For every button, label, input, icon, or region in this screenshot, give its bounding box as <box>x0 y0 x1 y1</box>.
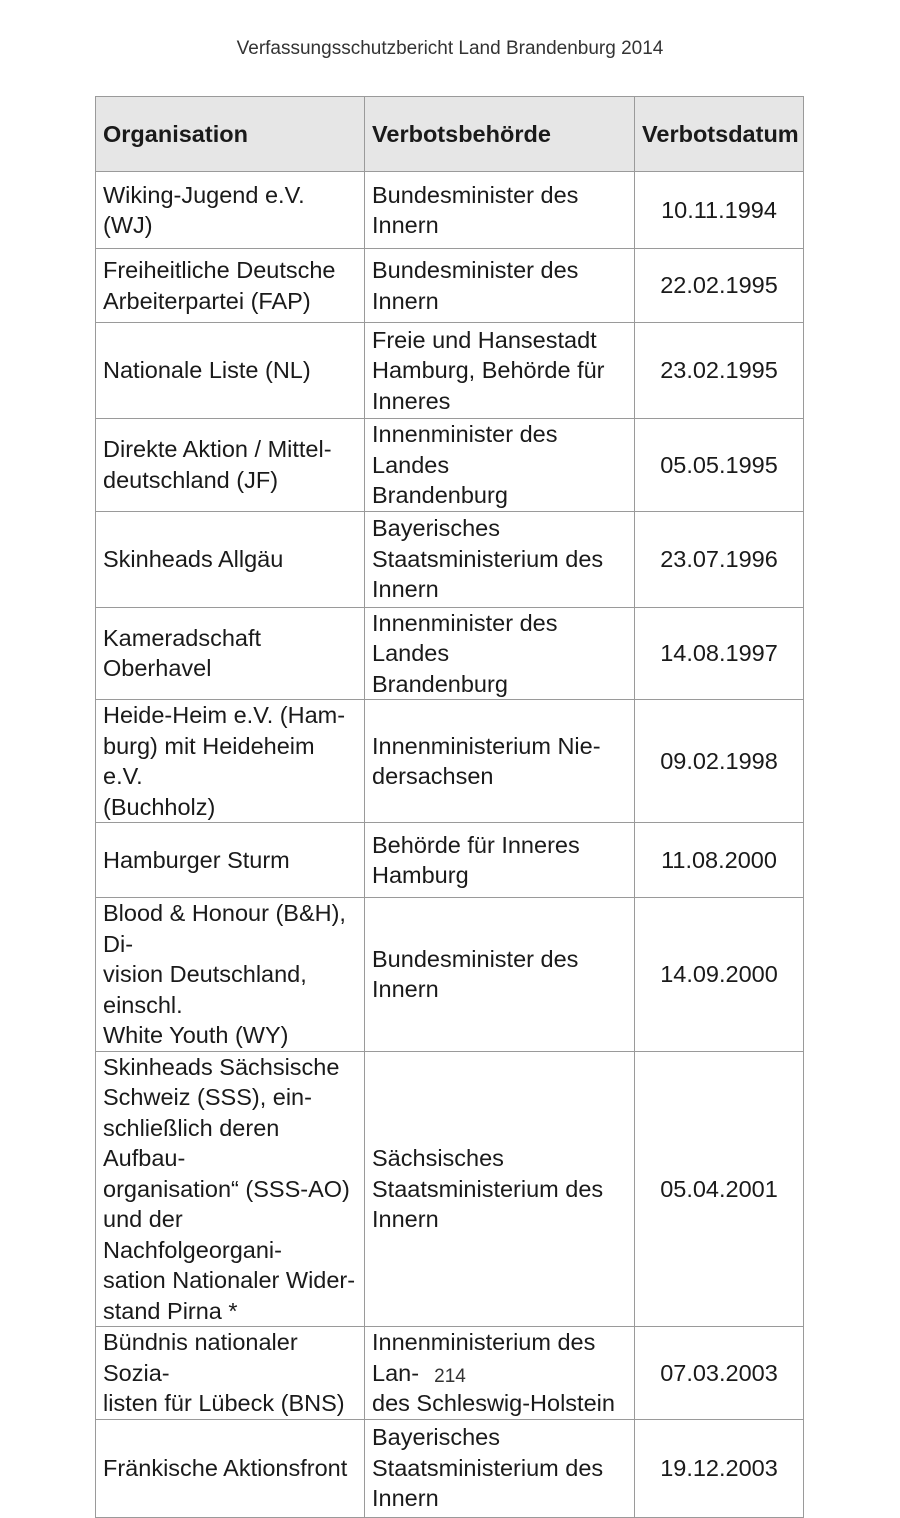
table-body <box>96 172 804 1518</box>
cell-organisation <box>96 1051 365 1327</box>
table-row <box>96 1051 804 1327</box>
cell-date <box>635 607 804 700</box>
cell-authority <box>365 419 635 512</box>
cell-organisation-text: Kameradschaft Oberhavel <box>103 624 262 682</box>
table-row <box>96 898 804 1052</box>
cell-authority-text: Bayerisches Staatsministerium des Innern <box>372 515 604 603</box>
cell-authority <box>365 172 635 249</box>
page-number: 214 <box>434 1366 466 1387</box>
table-row <box>96 1419 804 1517</box>
table-row <box>96 249 804 323</box>
cell-authority-text: Innenminister des Landes Brandenburg <box>372 609 558 697</box>
cell-authority <box>365 249 635 323</box>
table-row <box>96 700 804 823</box>
cell-authority-text: Innenministerium Nie- dersachsen <box>372 732 601 789</box>
cell-organisation <box>96 249 365 323</box>
cell-date <box>635 700 804 823</box>
cell-organisation-text: Hamburger Sturm <box>103 846 290 873</box>
cell-date-text: 19.12.2003 <box>660 1454 778 1481</box>
cell-organisation-text: Heide-Heim e.V. (Ham- burg) mit Heideheim e.V. (Buchholz) <box>103 702 346 820</box>
cell-date <box>635 823 804 898</box>
cell-date-text: 22.02.1995 <box>660 272 778 299</box>
cell-date-text: 09.02.1998 <box>660 747 778 774</box>
table-row <box>96 323 804 419</box>
cell-date-text: 10.11.1994 <box>661 196 777 223</box>
cell-organisation <box>96 823 365 898</box>
cell-organisation <box>96 700 365 823</box>
cell-date-text: 05.04.2001 <box>660 1175 778 1202</box>
cell-organisation <box>96 172 365 249</box>
cell-date-text: 07.03.2003 <box>660 1359 778 1386</box>
cell-date <box>635 511 804 607</box>
ban-table <box>95 96 804 1518</box>
cell-authority-text: Bayerisches Staatsministerium des Innern <box>372 1424 604 1512</box>
cell-authority <box>365 823 635 898</box>
cell-date <box>635 323 804 419</box>
cell-organisation-text: Skinheads Allgäu <box>103 545 284 572</box>
cell-organisation-text: Skinheads Sächsische Schweiz (SSS), ein- schließlich deren Aufbau- organisation“ (SSS-AO) und der Nachfolgeorgani- sation Nationaler Wider- stand Pirna * <box>103 1053 356 1324</box>
cell-authority-text: Freie und Hansestadt Hamburg, Behörde für Inneres <box>372 326 605 414</box>
cell-authority-text: Behörde für Inneres Hamburg <box>372 831 580 888</box>
cell-authority-text: Innenminister des Landes Brandenburg <box>372 421 558 508</box>
cell-organisation <box>96 1419 365 1517</box>
cell-organisation <box>96 419 365 512</box>
column-header-organisation: Organisation <box>96 97 365 172</box>
cell-authority <box>365 1051 635 1327</box>
cell-date-text: 14.08.1997 <box>660 640 778 666</box>
table-row <box>96 607 804 700</box>
cell-organisation <box>96 511 365 607</box>
cell-organisation-text: Bündnis nationaler Sozia- listen für Lübeck (BNS) <box>103 1329 345 1416</box>
cell-date-text: 11.08.2000 <box>661 846 777 873</box>
cell-date-text: 14.09.2000 <box>660 961 778 987</box>
table-row <box>96 511 804 607</box>
cell-organisation-text: Nationale Liste (NL) <box>103 357 311 384</box>
cell-organisation-text: Wiking-Jugend e.V. (WJ) <box>103 181 305 238</box>
cell-date <box>635 249 804 323</box>
table-header-row <box>96 97 804 172</box>
cell-organisation <box>96 323 365 419</box>
cell-organisation <box>96 607 365 700</box>
cell-date <box>635 1051 804 1327</box>
cell-authority <box>365 511 635 607</box>
cell-organisation-text: Blood & Honour (B&H), Di- vision Deutschland, einschl. White Youth (WY) <box>103 900 346 1048</box>
cell-authority-text: Bundesminister des Innern <box>372 945 579 1003</box>
cell-authority <box>365 1419 635 1517</box>
column-header-authority: Verbotsbehörde <box>365 97 635 172</box>
cell-authority-text: Sächsisches Staatsministerium des Innern <box>372 1145 604 1232</box>
cell-organisation-text: Fränkische Aktionsfront <box>103 1454 348 1481</box>
cell-organisation-text: Freiheitliche Deutsche Arbeiterpartei (FAP) <box>103 257 336 314</box>
cell-authority <box>365 898 635 1052</box>
table-row <box>96 419 804 512</box>
cell-authority <box>365 607 635 700</box>
cell-authority-text: Bundesminister des Innern <box>372 181 579 238</box>
cell-authority-text: Innenministerium des Lan- des Schleswig-Holstein <box>372 1329 615 1416</box>
cell-date <box>635 1419 804 1517</box>
table-row <box>96 172 804 249</box>
cell-authority-text: Bundesminister des Innern <box>372 257 579 314</box>
running-title: Verfassungsschutzbericht Land Brandenburg 2014 <box>236 38 664 59</box>
cell-date <box>635 898 804 1052</box>
cell-date <box>635 419 804 512</box>
cell-organisation-text: Direkte Aktion / Mittel- deutschland (JF) <box>103 436 332 493</box>
cell-authority <box>365 323 635 419</box>
cell-date-text: 05.05.1995 <box>660 451 778 478</box>
table-row <box>96 823 804 898</box>
cell-authority <box>365 700 635 823</box>
cell-organisation <box>96 898 365 1052</box>
cell-date-text: 23.02.1995 <box>660 357 778 384</box>
cell-date-text: 23.07.1996 <box>660 545 778 572</box>
column-header-date: Verbotsdatum <box>635 97 804 172</box>
cell-date <box>635 172 804 249</box>
